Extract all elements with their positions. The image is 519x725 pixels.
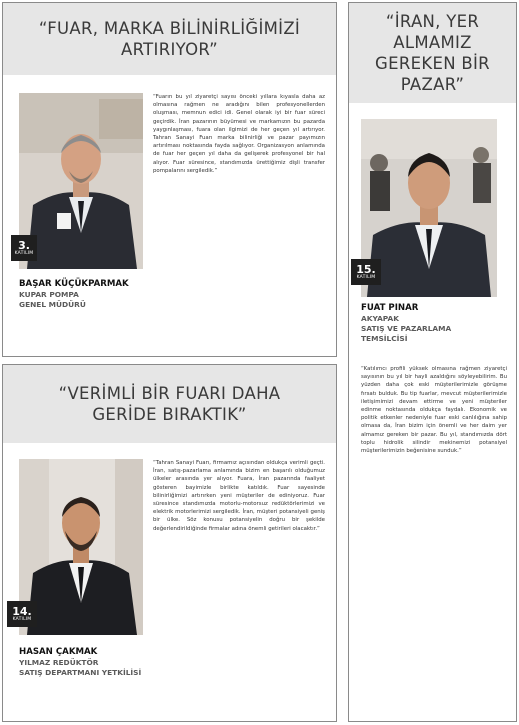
badge-label: KATILIM <box>14 250 34 256</box>
badge-number: 3. <box>18 238 30 252</box>
card-title: “VERİMLİ BİR FUARI DAHA GERİDE BIRAKTIK” <box>58 384 281 424</box>
card-title: “İRAN, YER ALMAMIZ GEREKEN BİR PAZAR” <box>375 12 490 94</box>
card-header <box>3 3 336 75</box>
portrait-photo <box>19 459 143 635</box>
person-role-line2: TEMSİLCİSİ <box>361 334 408 343</box>
quote-text: “Fuarın bu yıl ziyaretçi sayısı önceki yıllara kıyasla daha az olmasına rağmen ne aradığını bilen profesyonellerden oluşması, memnun edici idi. Genel olarak iyi bir fuar süreci geçirdik. İran pazarının büyümesi ve markamızın bu pazarda yaygınlaşması, fuara olan ilgimizi de her geçen yıl artırıyor. Tahran Sanayi Fuarı marka bilinirliği ve pazar payımızın artırılması noktasında fayda sağlıyor. Organizasyon anlamında de fuar her geçen yıl daha da gelişerek profesyonel bir hal alıyor. Fuar süresince, standımızda ürettiğimiz dişli transfer pompalarını sergiledik.” <box>153 94 325 174</box>
company-name: AKYAPAK <box>361 314 399 323</box>
testimonial-card-akyapak <box>348 2 517 722</box>
card-title: “FUAR, MARKA BİLİNİRLİĞİMİZİ ARTIRIYOR” <box>38 19 301 59</box>
participation-badge <box>11 235 37 261</box>
badge-number: 14. <box>12 604 32 618</box>
person-info <box>19 279 219 310</box>
participation-badge <box>351 259 381 285</box>
quote-text: “Tahran Sanayi Fuarı, firmamız açısından oldukça verimli geçti. İran, satış-pazarlama anlamında bizim en başarılı olduğumuz ülkeler arasında yer alıyor. Fuara, İran pazarında faaliyet gösteren bayimizle birlikte katıldık. Fuar sayesinde bilinirliğimizi artırırken yeni müşteriler de ediniyoruz. Fuar süresince standımızda motorlu-motorsuz redüktörlerimizi ve elektrik motorlerimizi sergiledik. İran, müşteri potansiyeli geniş bir ülke. Söz konusu potansiyelin doğru bir şekilde değerlendirildiğinde firmalar adına önemli getirileri olacaktır.” <box>153 460 325 532</box>
person-name: BAŞAR KÜÇÜKPARMAK <box>19 279 129 289</box>
person-name: FUAT PINAR <box>361 303 419 313</box>
portrait-photo <box>361 119 497 297</box>
person-role: GENEL MÜDÜRÜ <box>19 300 86 309</box>
person-info <box>19 647 239 678</box>
person-role: SATIŞ VE PAZARLAMA <box>361 324 452 333</box>
portrait-photo <box>19 93 143 269</box>
company-name: YILMAZ REDÜKTÖR <box>19 658 99 667</box>
person-name: HASAN ÇAKMAK <box>19 647 98 657</box>
testimonial-card-yilmaz <box>2 364 337 722</box>
card-header <box>349 3 516 103</box>
person-role: SATIŞ DEPARTMANI YETKİLİSİ <box>19 668 142 677</box>
person-info <box>361 303 511 344</box>
company-name: KUPAR POMPA <box>19 290 79 299</box>
testimonial-card-kupar <box>2 2 337 357</box>
badge-label: KATILIM <box>356 274 376 280</box>
participation-badge <box>7 601 37 627</box>
card-header <box>3 365 336 443</box>
badge-label: KATILIM <box>12 616 32 622</box>
quote-text: “Katılımcı profili yüksek olmasına rağmen ziyaretçi sayısının bu yıl bir hayli azaldığını söyleyebilirim. Bu yüzden daha çok eski müşterilerimizle görüşme fırsatı bulduk. Bu tip fuarlar, mevcut müşterilerimizle iletişimimizi devam ettirme ve yeni müşteriler edinme noktasında oldukça faydalı. Ekonomik ve politik etkenler nedeniyle fuar eski canlılığına sahip olmasa da, İran bizim için önemli ve her daim yer almamız gereken bir pazar. Bu yıl, standımızda dört toplu hidrolik silindir mekinemizi potansiyel müşterilerimizin beğenisine sunduk.” <box>361 366 507 455</box>
badge-number: 15. <box>356 262 376 276</box>
